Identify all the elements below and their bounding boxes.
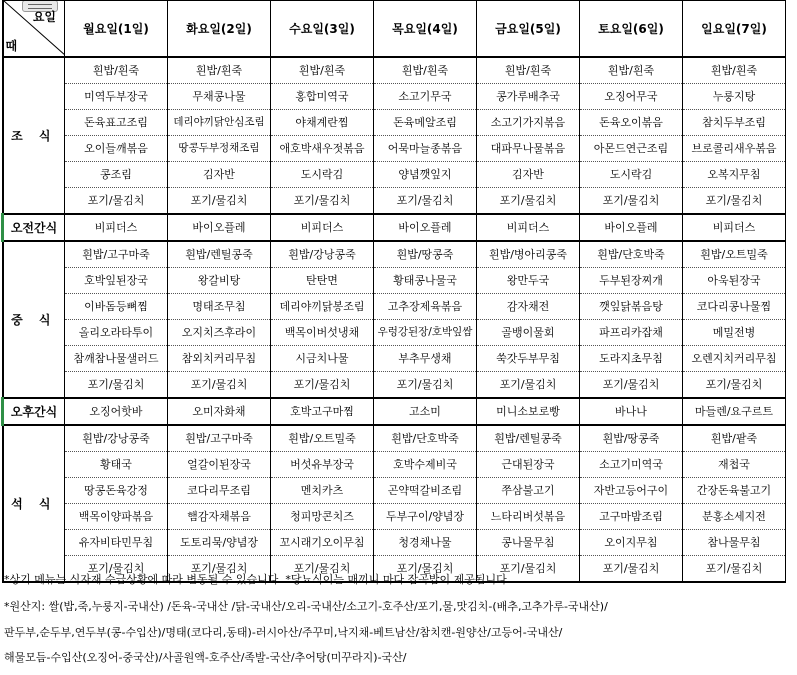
- menu-row: [3, 110, 786, 136]
- menu-item-cell: 포기/물김치: [65, 188, 168, 215]
- menu-item-cell: 땅콩돈육강정: [65, 478, 168, 504]
- menu-item-cell: 코다리무조림: [168, 478, 271, 504]
- menu-item-cell: 포기/물김치: [65, 556, 168, 583]
- menu-item-cell: 콩가루배추국: [477, 84, 580, 110]
- menu-item-cell: 참나물무침: [683, 530, 786, 556]
- menu-item-cell: 고소미: [374, 398, 477, 425]
- menu-item-cell: 참깨참나물샐러드: [65, 346, 168, 372]
- menu-item-cell: 흰밥/병아리콩죽: [477, 241, 580, 268]
- weekly-menu-table: [1, 0, 786, 583]
- menu-item-cell: 포기/물김치: [580, 372, 683, 399]
- menu-item-cell: 햄감자채볶음: [168, 504, 271, 530]
- menu-item-cell: 소고기무국: [374, 84, 477, 110]
- menu-item-cell: 아욱된장국: [683, 268, 786, 294]
- menu-item-cell: 도라지초무침: [580, 346, 683, 372]
- day-header: 목요일(4일): [374, 1, 477, 58]
- menu-item-cell: 바이오플레: [168, 214, 271, 241]
- menu-item-cell: 흰밥/흰죽: [168, 57, 271, 84]
- menu-item-cell: 호박수제비국: [374, 452, 477, 478]
- menu-item-cell: 포기/물김치: [683, 372, 786, 399]
- menu-row: [3, 84, 786, 110]
- menu-item-cell: 오이지무침: [580, 530, 683, 556]
- meal-label: 오후간식: [3, 398, 65, 425]
- menu-item-cell: 근대된장국: [477, 452, 580, 478]
- menu-item-cell: 오지치즈후라이: [168, 320, 271, 346]
- menu-item-cell: 돈육메알조림: [374, 110, 477, 136]
- menu-item-cell: 흰밥/단호박죽: [580, 241, 683, 268]
- menu-item-cell: 비피더스: [477, 214, 580, 241]
- menu-item-cell: 고구마밤조림: [580, 504, 683, 530]
- menu-item-cell: 대파무나물볶음: [477, 136, 580, 162]
- menu-row: [3, 320, 786, 346]
- menu-item-cell: 양념깻잎지: [374, 162, 477, 188]
- menu-item-cell: 브로콜리새우볶음: [683, 136, 786, 162]
- menu-row: [3, 188, 786, 215]
- menu-item-cell: 흰밥/흰죽: [683, 57, 786, 84]
- menu-item-cell: 포기/물김치: [374, 372, 477, 399]
- menu-item-cell: 황태콩나물국: [374, 268, 477, 294]
- menu-item-cell: 포기/물김치: [374, 188, 477, 215]
- menu-item-cell: 비피더스: [683, 214, 786, 241]
- menu-row: [3, 372, 786, 399]
- menu-item-cell: 데리야끼닭안심조림: [168, 110, 271, 136]
- menu-row: [3, 530, 786, 556]
- menu-item-cell: 오이들깨볶음: [65, 136, 168, 162]
- day-header: 일요일(7일): [683, 1, 786, 58]
- menu-item-cell: 바나나: [580, 398, 683, 425]
- menu-row: [3, 504, 786, 530]
- menu-item-cell: 우렁강된장/호박잎쌈: [374, 320, 477, 346]
- menu-item-cell: 흰밥/오트밀죽: [683, 241, 786, 268]
- menu-row: [3, 241, 786, 268]
- menu-item-cell: 미역두부장국: [65, 84, 168, 110]
- menu-item-cell: 메밀전병: [683, 320, 786, 346]
- menu-item-cell: 호박고구마찜: [271, 398, 374, 425]
- meal-label: 중 식: [3, 241, 65, 398]
- menu-item-cell: 포기/물김치: [271, 556, 374, 583]
- menu-item-cell: 흰밥/강낭콩죽: [271, 241, 374, 268]
- menu-item-cell: 포기/물김치: [477, 556, 580, 583]
- menu-item-cell: 백목이양파볶음: [65, 504, 168, 530]
- menu-item-cell: 도토리묵/양념장: [168, 530, 271, 556]
- menu-item-cell: 호박잎된장국: [65, 268, 168, 294]
- menu-item-cell: 고추장제육볶음: [374, 294, 477, 320]
- menu-row: [3, 162, 786, 188]
- menu-item-cell: 포기/물김치: [168, 372, 271, 399]
- menu-item-cell: 오징어핫바: [65, 398, 168, 425]
- menu-item-cell: 재첩국: [683, 452, 786, 478]
- menu-item-cell: 콩조림: [65, 162, 168, 188]
- menu-item-cell: 얼갈이된장국: [168, 452, 271, 478]
- day-header: 화요일(2일): [168, 1, 271, 58]
- day-header: 수요일(3일): [271, 1, 374, 58]
- menu-item-cell: 흰밥/고구마죽: [168, 425, 271, 452]
- menu-item-cell: 흰밥/흰죽: [580, 57, 683, 84]
- corner-label-meal: 때: [5, 39, 18, 53]
- menu-row: [3, 136, 786, 162]
- note-line: *상기 메뉴는 식자재 수급상황에 따라 변동될 수 있습니다. *당뇨식이는 매끼니 마다 잡곡밥이 제공됩니다.: [4, 573, 511, 586]
- menu-item-cell: 어묵마늘종볶음: [374, 136, 477, 162]
- menu-item-cell: 땅콩두부정채조림: [168, 136, 271, 162]
- menu-item-cell: 깻잎닭볶음탕: [580, 294, 683, 320]
- menu-item-cell: 돈육오이볶음: [580, 110, 683, 136]
- menu-item-cell: 포기/물김치: [683, 556, 786, 583]
- day-header: 금요일(5일): [477, 1, 580, 58]
- menu-item-cell: 버섯유부장국: [271, 452, 374, 478]
- menu-item-cell: 오복지무침: [683, 162, 786, 188]
- menu-item-cell: 김자반: [168, 162, 271, 188]
- menu-item-cell: 포기/물김치: [271, 372, 374, 399]
- menu-row: [3, 214, 786, 241]
- menu-item-cell: 포기/물김치: [168, 556, 271, 583]
- menu-item-cell: 흰밥/흰죽: [477, 57, 580, 84]
- menu-item-cell: 올리오라타투이: [65, 320, 168, 346]
- menu-item-cell: 야채계란찜: [271, 110, 374, 136]
- menu-item-cell: 소고기가지볶음: [477, 110, 580, 136]
- menu-item-cell: 마들렌/요구르트: [683, 398, 786, 425]
- menu-item-cell: 곤약떡갈비조림: [374, 478, 477, 504]
- menu-item-cell: 소고기미역국: [580, 452, 683, 478]
- menu-item-cell: 왕갈비탕: [168, 268, 271, 294]
- menu-item-cell: 흰밥/땅콩죽: [580, 425, 683, 452]
- menu-item-cell: 흰밥/땅콩죽: [374, 241, 477, 268]
- menu-item-cell: 바이오플레: [580, 214, 683, 241]
- menu-item-cell: 포기/물김치: [65, 372, 168, 399]
- menu-item-cell: 돈육표고조림: [65, 110, 168, 136]
- menu-item-cell: 흰밥/흰죽: [65, 57, 168, 84]
- menu-item-cell: 포기/물김치: [271, 188, 374, 215]
- menu-item-cell: 자반고등어구이: [580, 478, 683, 504]
- menu-item-cell: 미니소보로빵: [477, 398, 580, 425]
- menu-item-cell: 홍합미역국: [271, 84, 374, 110]
- menu-item-cell: 포기/물김치: [683, 188, 786, 215]
- menu-item-cell: 이바돔등뼈찜: [65, 294, 168, 320]
- menu-item-cell: 도시락김: [271, 162, 374, 188]
- menu-item-cell: 포기/물김치: [168, 188, 271, 215]
- corner-header: [3, 1, 65, 58]
- menu-item-cell: 흰밥/고구마죽: [65, 241, 168, 268]
- menu-item-cell: 부추무생채: [374, 346, 477, 372]
- menu-item-cell: 참외치커리무침: [168, 346, 271, 372]
- meal-label: 오전간식: [3, 214, 65, 241]
- menu-item-cell: 무채콩나물: [168, 84, 271, 110]
- menu-item-cell: 포기/물김치: [580, 556, 683, 583]
- meal-label: 조 식: [3, 57, 65, 214]
- menu-item-cell: 유자비타민무침: [65, 530, 168, 556]
- menu-item-cell: 오징어무국: [580, 84, 683, 110]
- menu-row: [3, 398, 786, 425]
- menu-item-cell: 도시락김: [580, 162, 683, 188]
- menu-row: [3, 452, 786, 478]
- menu-item-cell: 포기/물김치: [580, 188, 683, 215]
- menu-item-cell: 흰밥/흰죽: [271, 57, 374, 84]
- menu-item-cell: 아몬드연근조림: [580, 136, 683, 162]
- menu-item-cell: 시금치나물: [271, 346, 374, 372]
- corner-label-day: 요일: [32, 10, 56, 24]
- menu-item-cell: 명태조무침: [168, 294, 271, 320]
- menu-item-cell: 누룽지탕: [683, 84, 786, 110]
- menu-item-cell: 두부구이/양념장: [374, 504, 477, 530]
- day-header: 토요일(6일): [580, 1, 683, 58]
- menu-item-cell: 분홍소세지전: [683, 504, 786, 530]
- menu-item-cell: 간장돈육불고기: [683, 478, 786, 504]
- menu-item-cell: 흰밥/강낭콩죽: [65, 425, 168, 452]
- menu-item-cell: 참치두부조림: [683, 110, 786, 136]
- note-line: 해물모듬-수입산(오징어-중국산)/사골원액-호주산/족발-국산/추어탕(미꾸라지)-국산/: [4, 651, 407, 664]
- menu-item-cell: 김자반: [477, 162, 580, 188]
- menu-item-cell: 파프리카잡채: [580, 320, 683, 346]
- menu-item-cell: 포기/물김치: [477, 372, 580, 399]
- menu-item-cell: 포기/물김치: [374, 556, 477, 583]
- menu-row: [3, 268, 786, 294]
- note-line: 판두부,순두부,연두부(콩-수입산)/명태(코다리,동태)-러시아산/주꾸미,낙지채-베트남산/참치캔-원양산/고등어-국내산/: [4, 626, 563, 639]
- menu-item-cell: 데리야끼닭봉조림: [271, 294, 374, 320]
- menu-item-cell: 애호박새우젓볶음: [271, 136, 374, 162]
- menu-item-cell: 백목이버섯냉채: [271, 320, 374, 346]
- menu-item-cell: 청경채나물: [374, 530, 477, 556]
- meal-label: 석 식: [3, 425, 65, 582]
- menu-item-cell: 왕만두국: [477, 268, 580, 294]
- menu-item-cell: 쭈삼불고기: [477, 478, 580, 504]
- menu-item-cell: 황태국: [65, 452, 168, 478]
- note-line: *원산지: 쌀(밥,죽,누룽지-국내산) /돈육-국내산 /닭-국내산/오리-국내산/소고기-호주산/포기,물,맛김치-(배추,고추가루-국내산)/: [4, 600, 608, 613]
- menu-item-cell: 흰밥/렌틸콩죽: [168, 241, 271, 268]
- menu-item-cell: 느타리버섯볶음: [477, 504, 580, 530]
- menu-item-cell: 바이오플레: [374, 214, 477, 241]
- menu-item-cell: 골뱅이물회: [477, 320, 580, 346]
- menu-item-cell: 비피더스: [271, 214, 374, 241]
- menu-item-cell: 콩나물무침: [477, 530, 580, 556]
- menu-item-cell: 코다리콩나물찜: [683, 294, 786, 320]
- menu-item-cell: 탄탄면: [271, 268, 374, 294]
- menu-row: [3, 425, 786, 452]
- menu-item-cell: 청피망콘치즈: [271, 504, 374, 530]
- menu-item-cell: 흰밥/오트밀죽: [271, 425, 374, 452]
- menu-item-cell: 오미자화채: [168, 398, 271, 425]
- menu-item-cell: 두부된장찌개: [580, 268, 683, 294]
- menu-item-cell: 오렌지치커리무침: [683, 346, 786, 372]
- menu-item-cell: 흰밥/단호박죽: [374, 425, 477, 452]
- menu-row: [3, 478, 786, 504]
- menu-item-cell: 비피더스: [65, 214, 168, 241]
- menu-item-cell: 감자채전: [477, 294, 580, 320]
- menu-item-cell: 쑥갓두부무침: [477, 346, 580, 372]
- day-header: 월요일(1일): [65, 1, 168, 58]
- menu-item-cell: 멘치카츠: [271, 478, 374, 504]
- menu-item-cell: 꼬시래기오이무침: [271, 530, 374, 556]
- menu-row: [3, 294, 786, 320]
- menu-item-cell: 흰밥/흰죽: [374, 57, 477, 84]
- menu-row: [3, 57, 786, 84]
- menu-item-cell: 흰밥/팥죽: [683, 425, 786, 452]
- menu-row: [3, 346, 786, 372]
- menu-item-cell: 흰밥/렌틸콩죽: [477, 425, 580, 452]
- menu-item-cell: 포기/물김치: [477, 188, 580, 215]
